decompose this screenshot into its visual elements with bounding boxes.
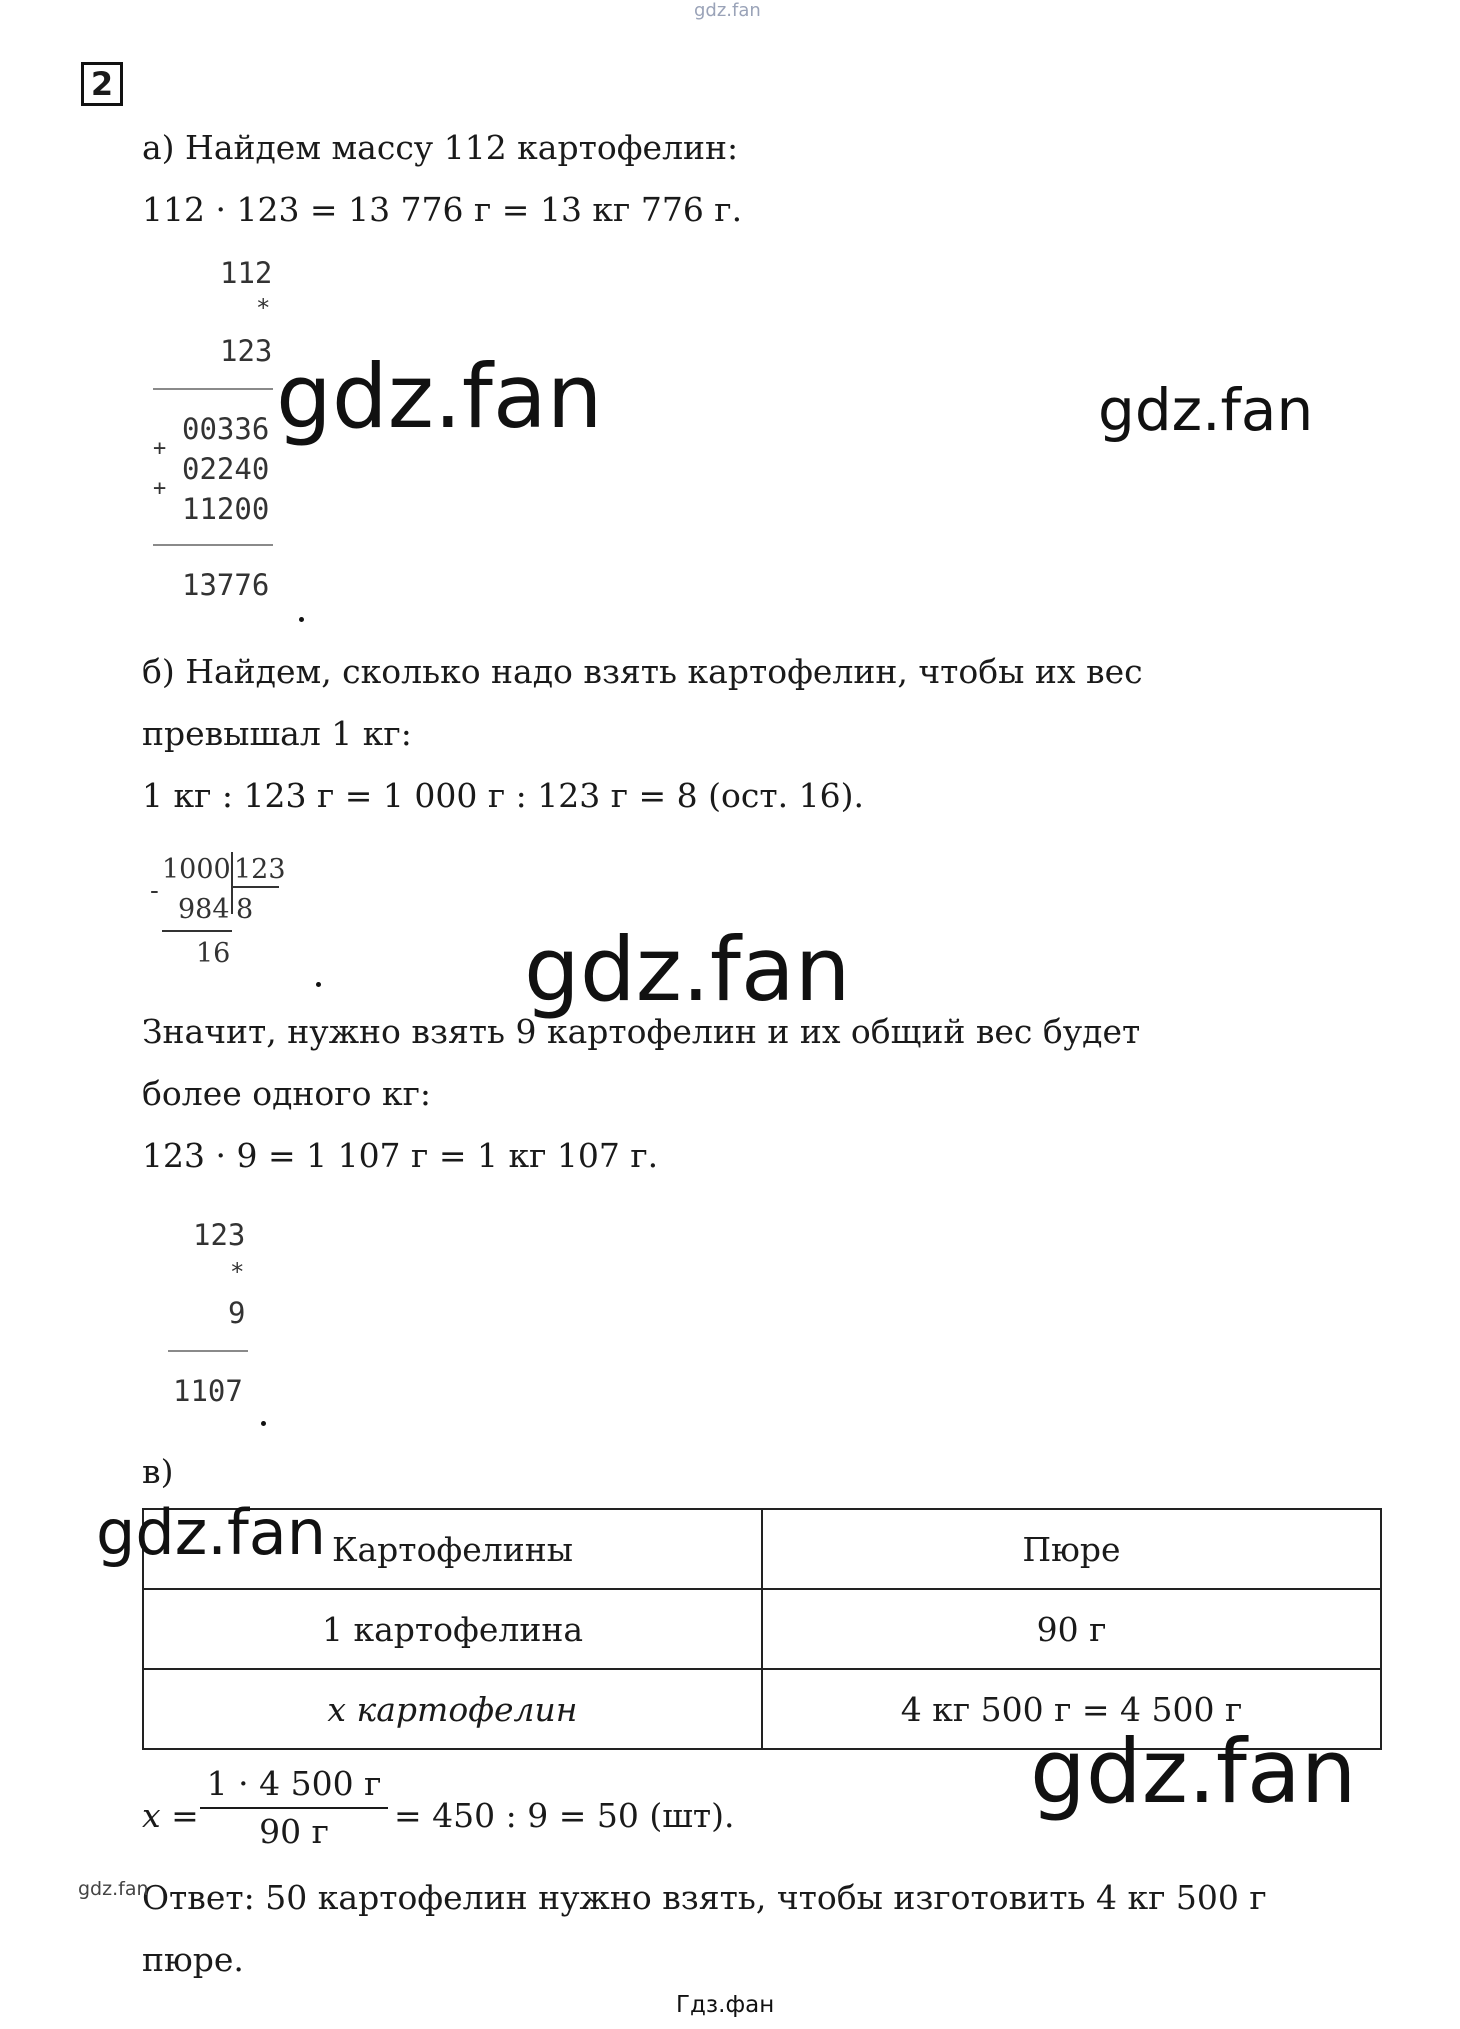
mult-b-rule xyxy=(168,1350,248,1352)
mult-a-factor-2: 123 xyxy=(220,334,273,368)
part-b-line-2: превышал 1 кг: xyxy=(142,714,412,753)
part-b-line-6: 123 · 9 = 1 107 г = 1 кг 107 г. xyxy=(142,1136,659,1175)
division-horizontal-bar xyxy=(231,886,279,888)
watermark-3: gdz.fan xyxy=(524,918,851,1021)
division-subtrahend: 984 xyxy=(178,894,230,925)
mult-a-partial-3: 11200 xyxy=(182,492,270,526)
formula-numerator: 1 · 4 500 г xyxy=(206,1764,382,1803)
mult-a-rule-1 xyxy=(153,388,273,390)
watermark-2: gdz.fan xyxy=(1098,376,1314,444)
part-a-line-1: а) Найдем массу 112 картофелин: xyxy=(142,128,739,167)
formula-lhs: x = xyxy=(142,1796,199,1835)
formula-fraction-bar xyxy=(200,1807,388,1809)
formula-fraction xyxy=(200,1765,388,1851)
answer-line-2: пюре. xyxy=(142,1940,244,1979)
division-rule xyxy=(162,930,232,932)
table-header-puree: Пюре xyxy=(762,1509,1381,1589)
formula-rhs: = 450 : 9 = 50 (шт). xyxy=(394,1796,735,1835)
mult-a-result: 13776 xyxy=(182,568,270,602)
division-dividend: 1000 xyxy=(162,854,231,885)
mult-b-factor-2: 9 xyxy=(228,1296,246,1330)
mult-a-operator: * xyxy=(256,294,271,322)
table-header-row xyxy=(143,1509,1381,1589)
division-remainder: 16 xyxy=(196,938,231,969)
division-quotient: 8 xyxy=(236,894,254,925)
mult-a-plus-2: + xyxy=(153,476,167,501)
division-dot xyxy=(316,982,321,987)
top-watermark: gdz.fan xyxy=(694,0,761,21)
table-header-potatoes: Картофелины xyxy=(143,1509,762,1589)
table-cell: x картофелин xyxy=(143,1669,762,1749)
mult-a-rule-2 xyxy=(153,544,273,546)
part-b-line-4: Значит, нужно взять 9 картофелин и их общий вес будет xyxy=(142,1012,1141,1051)
table-cell: 90 г xyxy=(762,1589,1381,1669)
mult-a-factor-1: 112 xyxy=(220,256,273,290)
task-number-box xyxy=(81,62,123,106)
division-divisor: 123 xyxy=(234,854,286,885)
answer-line-1: Ответ: 50 картофелин нужно взять, чтобы изготовить 4 кг 500 г xyxy=(142,1878,1267,1917)
mult-a-partial-1: 00336 xyxy=(182,412,270,446)
footer: Гдз.фан xyxy=(676,1992,775,2018)
watermark-6: gdz.fan xyxy=(78,1878,149,1900)
division-minus: - xyxy=(150,876,159,906)
task-number: 2 xyxy=(90,65,114,103)
division-vertical-bar xyxy=(231,852,233,914)
watermark-1: gdz.fan xyxy=(276,345,603,448)
table-cell: 1 картофелина xyxy=(143,1589,762,1669)
table-row xyxy=(143,1589,1381,1669)
mult-a-plus-1: + xyxy=(153,436,167,461)
part-b-line-5: более одного кг: xyxy=(142,1074,431,1113)
potato-puree-table xyxy=(142,1508,1382,1750)
formula-denominator: 90 г xyxy=(259,1812,329,1851)
watermark-4: gdz.fan xyxy=(96,1496,327,1569)
part-a-line-2: 112 · 123 = 13 776 г = 13 кг 776 г. xyxy=(142,190,743,229)
part-b-line-1: б) Найдем, сколько надо взять картофелин, чтобы их вес xyxy=(142,652,1143,691)
table-cell: 4 кг 500 г = 4 500 г xyxy=(762,1669,1381,1749)
part-c-label: в) xyxy=(142,1452,174,1491)
watermark-5: gdz.fan xyxy=(1030,1720,1357,1823)
mult-b-factor-1: 123 xyxy=(193,1218,246,1252)
mult-a-dot xyxy=(299,617,304,622)
mult-a-partial-2: 02240 xyxy=(182,452,270,486)
mult-b-operator: * xyxy=(230,1258,245,1286)
mult-b-result: 1107 xyxy=(173,1374,243,1408)
part-b-line-3: 1 кг : 123 г = 1 000 г : 123 г = 8 (ост. 16). xyxy=(142,776,864,815)
mult-b-dot xyxy=(261,1421,266,1426)
